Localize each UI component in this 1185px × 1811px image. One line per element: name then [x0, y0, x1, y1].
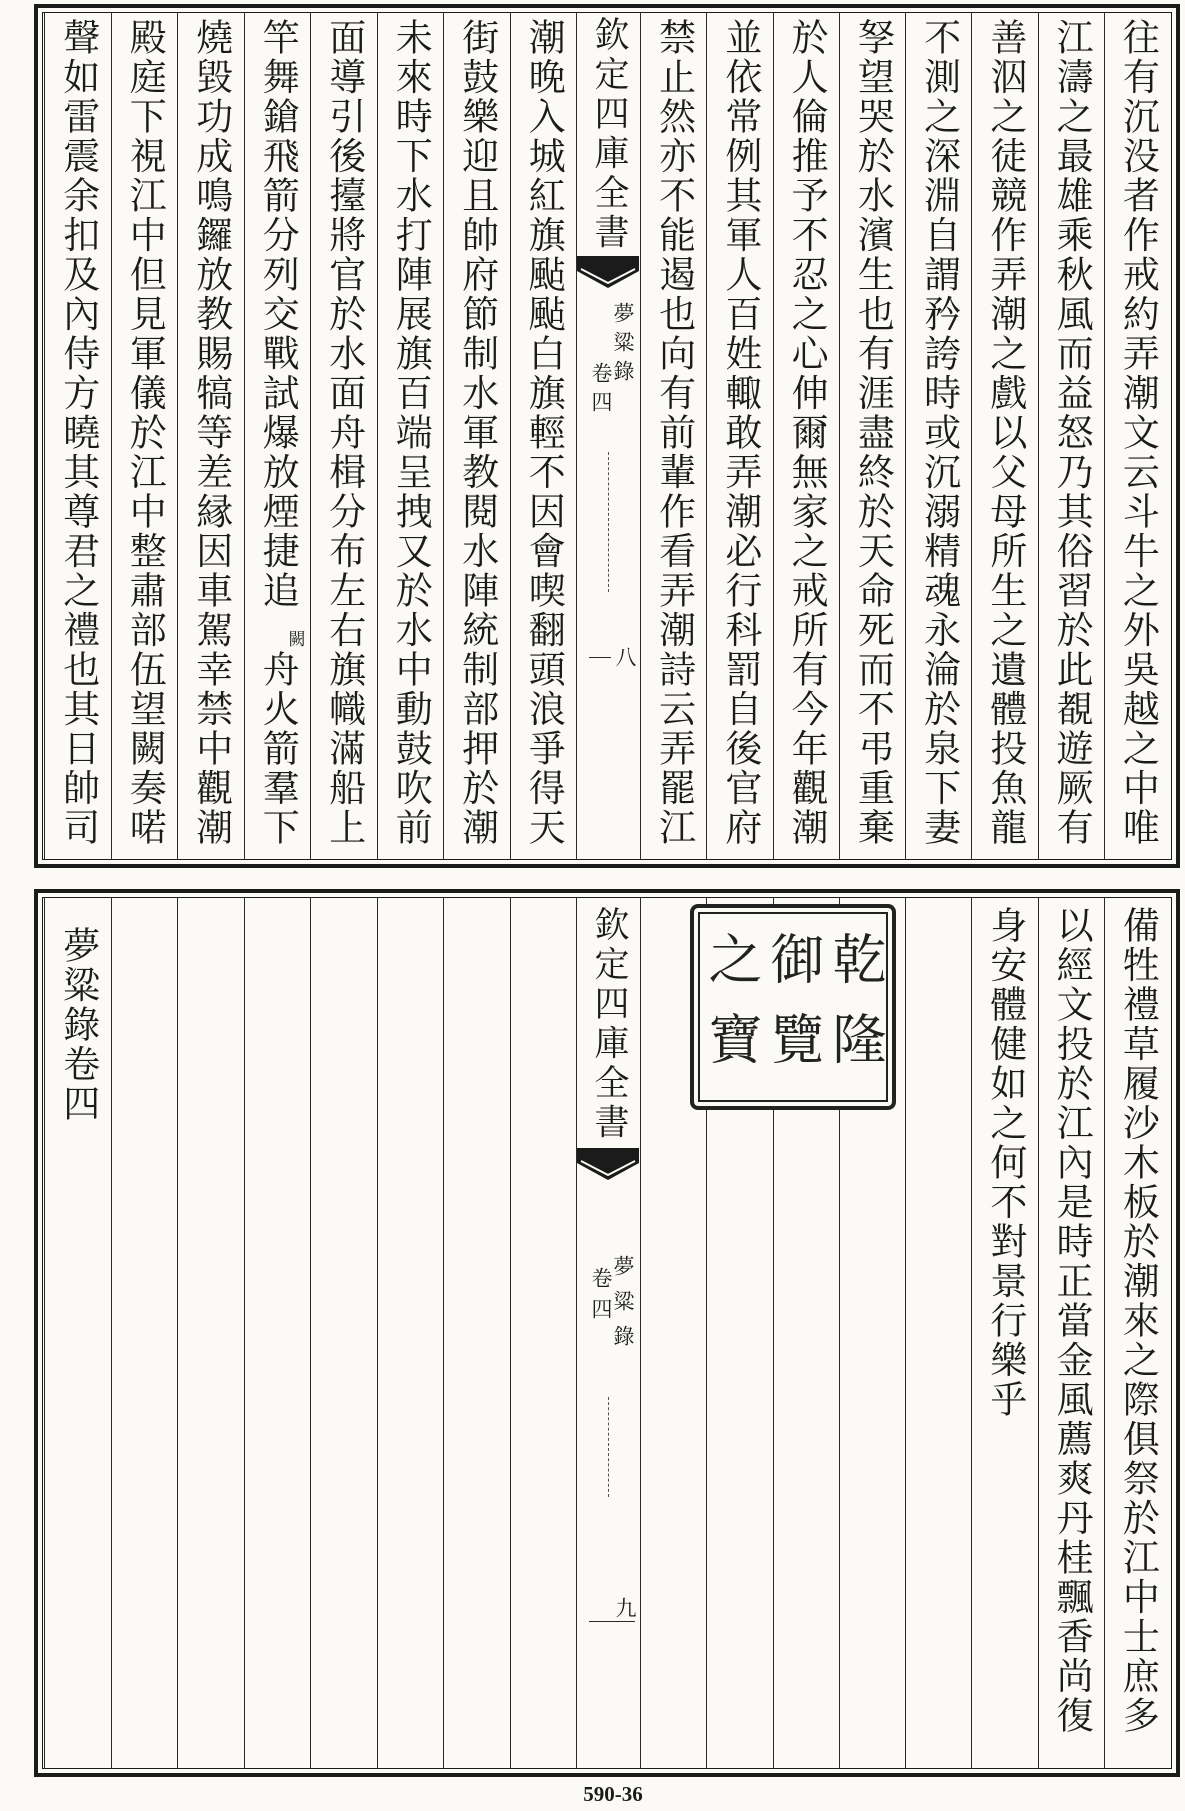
column-text: 身安體健如之何不對景行樂乎 [983, 906, 1027, 1420]
imperial-seal [690, 904, 896, 1110]
empty-column [244, 897, 311, 1769]
page-number: 590-36 [583, 1782, 643, 1806]
text-column [706, 12, 772, 860]
text-column [510, 12, 577, 860]
column-text: 未來時下水打陣展旗百端呈拽又於水中動鼓吹前 [389, 18, 433, 848]
column-text: 竿舞鎗飛箭分列交戰試爆放煙捷追 [256, 18, 300, 611]
column-text: 聲如雷震余扣及內侍方曉其尊君之禮也其日帥司 [56, 18, 100, 848]
column-text: 善泅之徒競作弄潮之戲以父母所生之遺體投魚龍 [983, 18, 1027, 848]
fishtail-mark [577, 256, 639, 290]
lacuna-note: 闕 [284, 629, 305, 647]
fold-tick-marks [608, 1397, 609, 1497]
text-column [971, 897, 1037, 1769]
empty-column [905, 897, 971, 1769]
text-column [1104, 897, 1170, 1769]
column-text: 殿庭下視江中但見軍儀於江中整肅部伍望闕奏喏 [123, 18, 167, 848]
empty-column [177, 897, 244, 1769]
volume-label: 卷四 [589, 362, 613, 420]
end-title-column [44, 897, 111, 1769]
column-text: 孥望哭於水濱生也有涯盡終於天命死而不弔重棄 [851, 18, 895, 848]
text-column [310, 12, 377, 860]
seal-text: 之寶 [700, 931, 763, 1091]
empty-column [111, 897, 178, 1769]
column-text: 以經文投於江內是時正當金風薦爽丹桂飄香尚復 [1050, 906, 1094, 1736]
column-text: 街鼓樂迎且帥府節制水軍教閱水陣統制部押於潮 [455, 18, 499, 848]
text-column [971, 12, 1037, 860]
book-title: 夢粱錄 [611, 1255, 635, 1360]
text-column [773, 12, 839, 860]
text-column [177, 12, 244, 860]
text-column [44, 12, 111, 860]
leaf-number-rule [589, 1621, 635, 1622]
empty-column [310, 897, 377, 1769]
column-text: 江濤之最雄乘秋風而益怒乃其俗習於此覩遊厥有 [1050, 18, 1094, 848]
leaf-number: 九 [613, 1597, 637, 1618]
collection-title: 欽定四庫全書 [589, 16, 629, 253]
volume-label: 卷四 [589, 1267, 613, 1329]
empty-column [510, 897, 577, 1769]
column-text: 備牲禮草履沙木板於潮來之際俱祭於江中士庶多 [1116, 906, 1160, 1736]
leaf-number: 八 [613, 646, 637, 667]
column-text: 並依常例其軍人百姓輙敢弄潮必行科罰自後官府 [718, 18, 762, 848]
fold-tick-marks [608, 452, 609, 592]
leaf-number-rule [589, 657, 611, 658]
column-text: 面導引後擡將官於水面舟楫分布左右旗幟滿船上 [322, 18, 366, 848]
text-column [111, 12, 178, 860]
text-column [1038, 12, 1104, 860]
center-fold-column [576, 12, 640, 860]
text-column [1104, 12, 1170, 860]
book-title: 夢粱錄 [611, 302, 635, 389]
text-column [905, 12, 971, 860]
column-text-continued: 舟火箭羣下 [256, 650, 300, 848]
end-title: 夢粱錄卷四 [56, 926, 100, 1124]
column-text: 不測之深淵自謂矜誇時或沉溺精魂永淪於泉下妻 [917, 18, 961, 848]
column-text: 潮晚入城紅旗颭颭白旗輕不因會喫翻頭浪爭得天 [522, 18, 566, 848]
center-fold-column [576, 897, 640, 1769]
empty-column [443, 897, 510, 1769]
seal-text: 御覽 [762, 931, 825, 1091]
text-column [244, 12, 311, 860]
column-text: 於人倫推予不忍之心伸爾無家之戒所有今年觀潮 [785, 18, 829, 848]
text-column [839, 12, 905, 860]
column-text: 往有沉没者作戒約弄潮文云斗牛之外吳越之中唯 [1116, 18, 1160, 848]
column-text: 禁止然亦不能遏也向有前輩作看弄潮詩云弄罷江 [652, 18, 696, 848]
text-column [377, 12, 444, 860]
collection-title: 欽定四庫全書 [589, 906, 629, 1143]
seal-text: 乾隆 [824, 931, 887, 1091]
fishtail-mark [577, 1148, 639, 1182]
column-text: 燒毀功成鳴鑼放教賜犒等差縁因車駕幸禁中觀潮 [189, 18, 233, 848]
empty-column [377, 897, 444, 1769]
text-column [1038, 897, 1104, 1769]
text-column [640, 12, 706, 860]
text-column [443, 12, 510, 860]
